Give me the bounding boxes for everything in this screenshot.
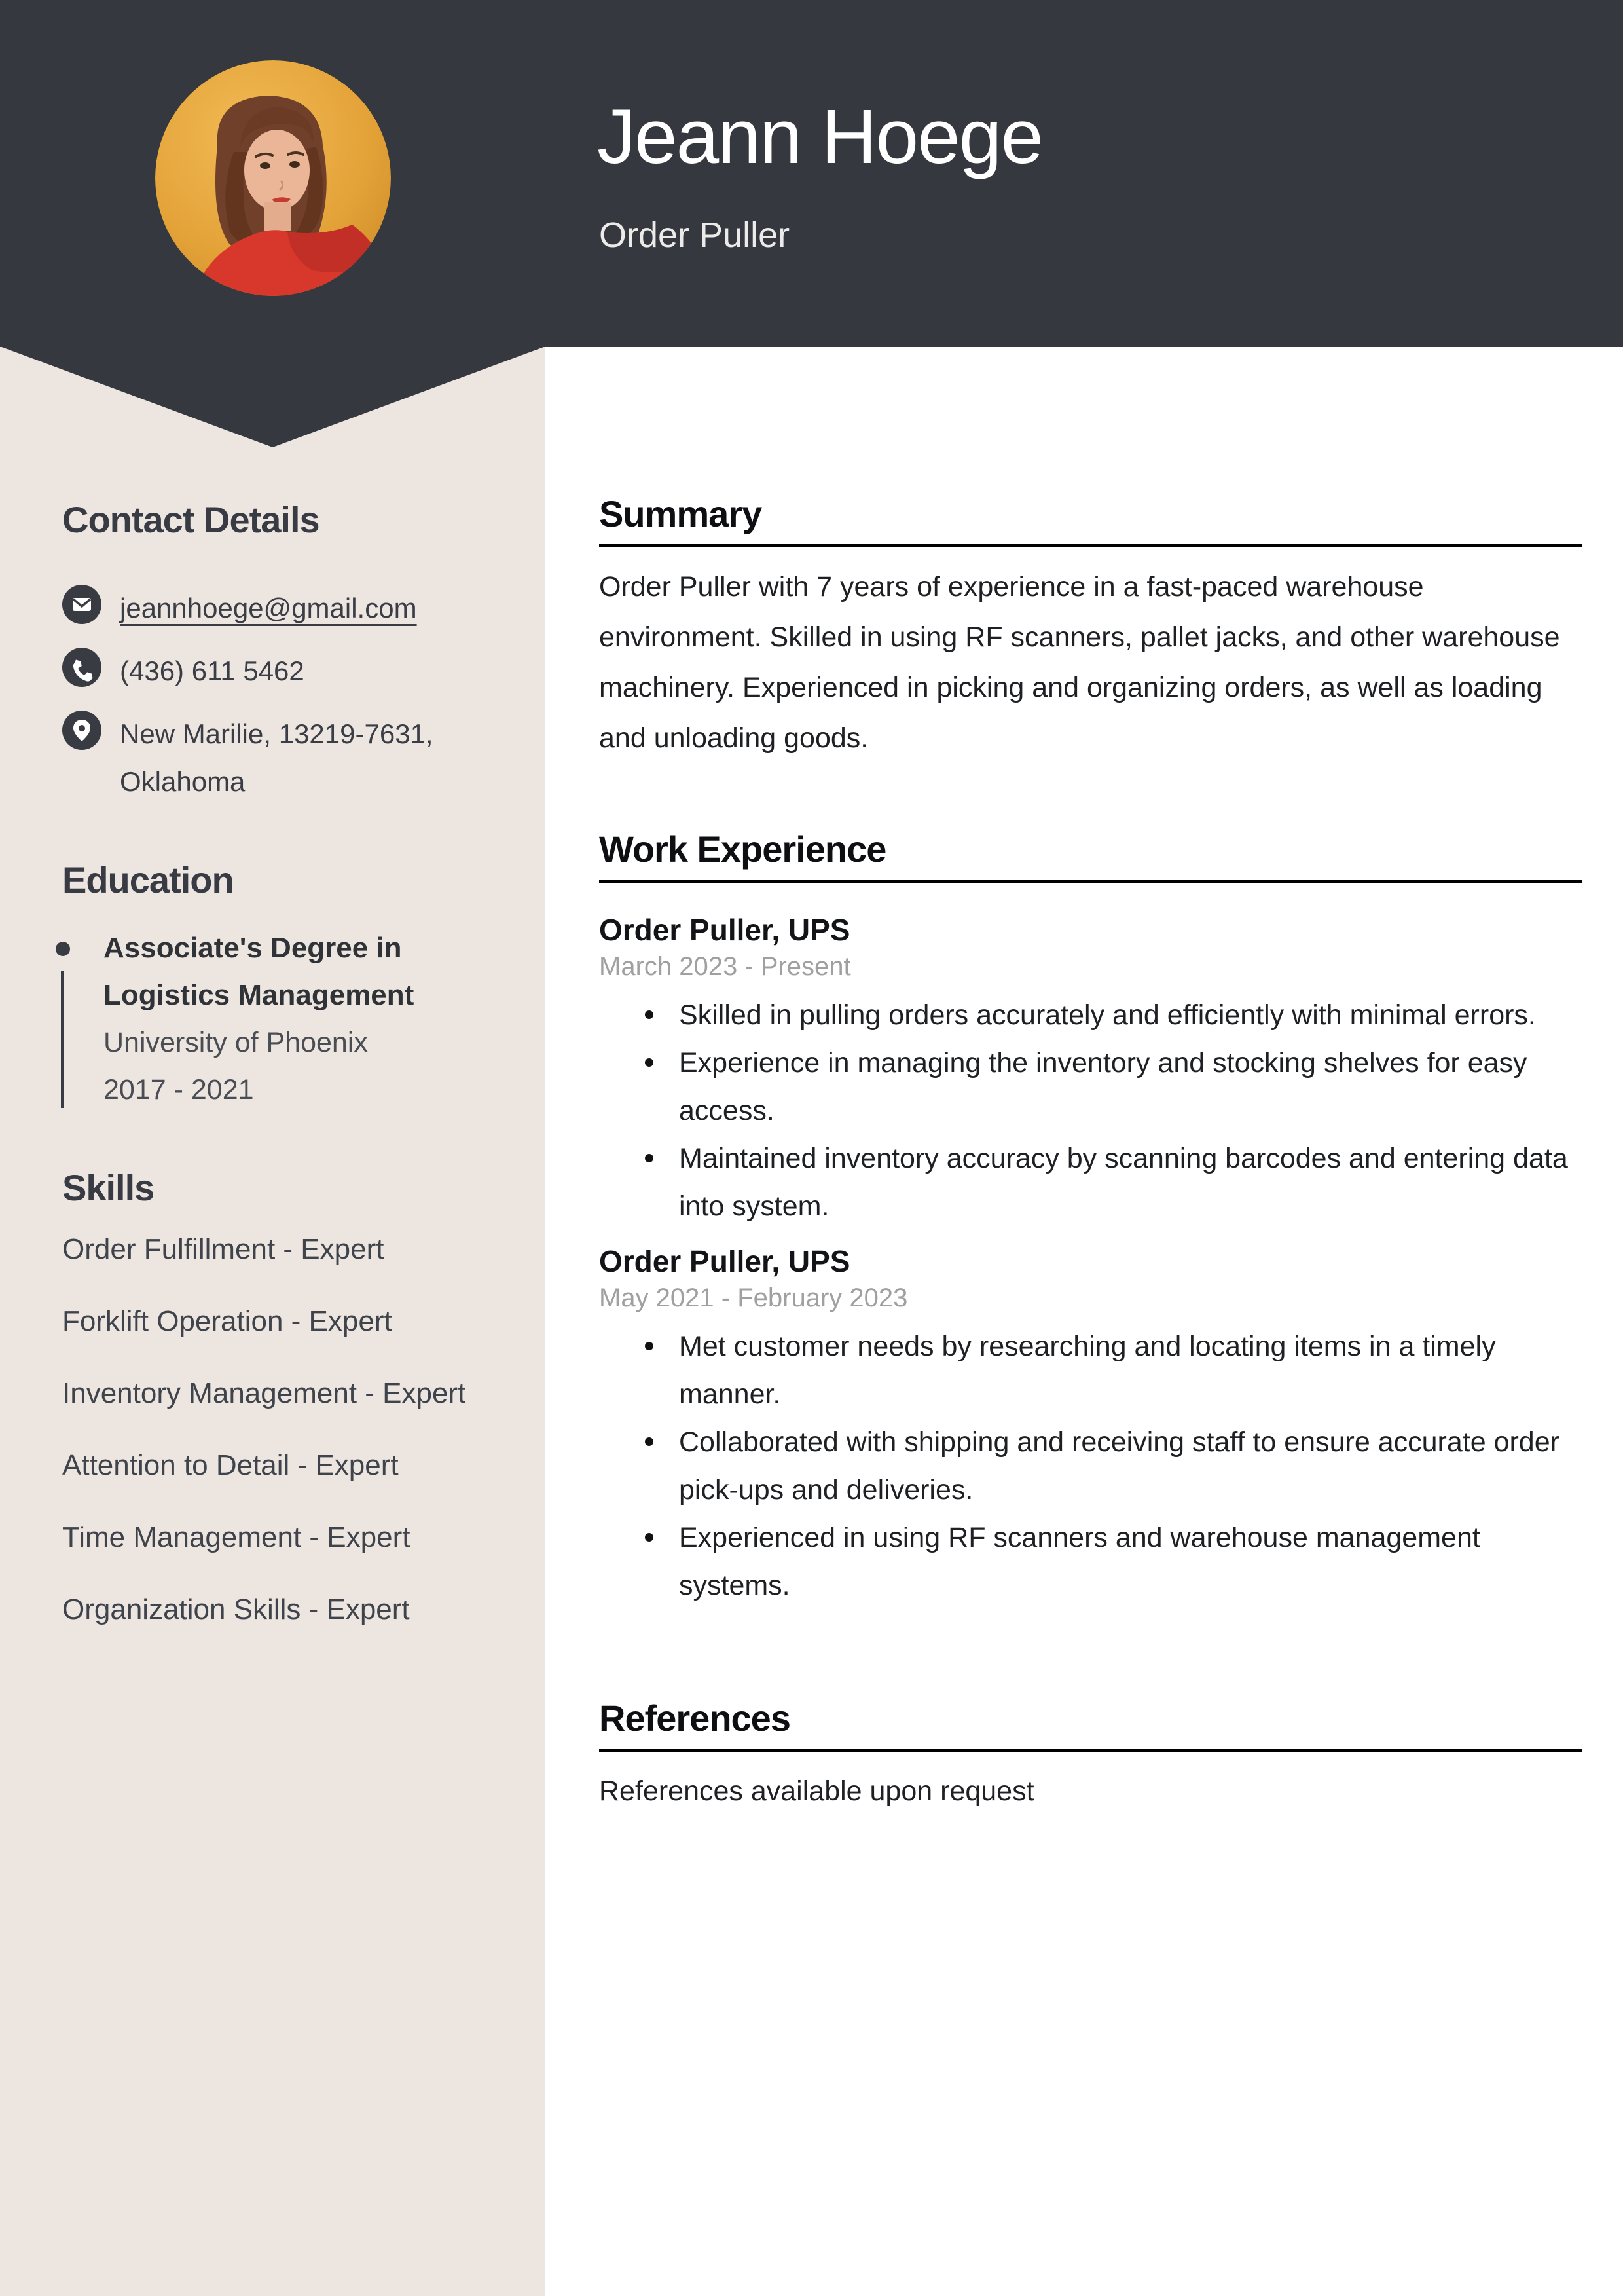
skill-item: Inventory Management - Expert — [62, 1377, 466, 1409]
education-school: University of Phoenix — [103, 1027, 368, 1058]
skill-item: Attention to Detail - Expert — [62, 1449, 399, 1481]
summary-section — [599, 493, 1582, 764]
job-bullet: Experienced in using RF scanners and warehouse management systems. — [599, 1514, 1582, 1610]
education-dates: 2017 - 2021 — [103, 1074, 254, 1105]
skill-item: Organization Skills - Expert — [62, 1593, 410, 1625]
work-experience-heading: Work Experience — [599, 828, 886, 870]
job-bullet-list — [599, 991, 1582, 1231]
education-timeline-dot — [56, 942, 70, 956]
contact-list — [62, 585, 494, 821]
email-link[interactable]: jeannhoege@gmail.com — [120, 593, 417, 623]
contact-details-heading: Contact Details — [62, 499, 319, 540]
education-timeline-line — [61, 971, 64, 1108]
references-text: References available upon request — [599, 1775, 1034, 1807]
job-bullet: Met customer needs by researching and locating items in a timely manner. — [599, 1323, 1582, 1418]
email-icon — [62, 585, 101, 624]
references-heading: References — [599, 1697, 790, 1739]
person-name: Jeann Hoege — [597, 94, 1043, 180]
skill-item: Time Management - Expert — [62, 1521, 410, 1553]
summary-text: Order Puller with 7 years of experience in a fast-paced warehouse environment. Skilled in using RF scanners, pallet jacks, and other warehouse machinery. Experienced in picking and organizing orders, as well as loading and unloading goods. — [599, 571, 1560, 754]
education-degree: Associate's Degree in Logistics Management — [103, 932, 414, 1011]
person-job-title: Order Puller — [599, 215, 790, 255]
summary-heading: Summary — [599, 493, 762, 534]
references-section — [599, 1697, 1582, 1807]
contact-row-email — [62, 585, 494, 632]
phone-icon — [62, 648, 101, 687]
skills-heading: Skills — [62, 1167, 155, 1208]
job-title: Order Puller, UPS — [599, 913, 850, 947]
education-entry — [103, 925, 483, 1113]
job-bullet: Skilled in pulling orders accurately and efficiently with minimal errors. — [599, 991, 1582, 1039]
job-bullet-list — [599, 1323, 1582, 1610]
work-experience-rule — [599, 880, 1582, 883]
skill-item: Forklift Operation - Expert — [62, 1305, 392, 1337]
profile-photo — [155, 60, 391, 296]
job-bullet: Collaborated with shipping and receiving staff to ensure accurate order pick-ups and deliveries. — [599, 1418, 1582, 1514]
location-icon — [62, 711, 101, 750]
work-experience-section — [599, 828, 1582, 1610]
job-dates: May 2021 - February 2023 — [599, 1284, 908, 1313]
skills-list — [62, 1227, 481, 1659]
contact-row-location — [62, 711, 494, 805]
education-heading: Education — [62, 859, 234, 900]
job-entry-2 — [599, 1244, 1582, 1610]
phone-number: (436) 611 5462 — [120, 656, 304, 687]
profile-photo-illustration — [155, 60, 391, 296]
job-title: Order Puller, UPS — [599, 1244, 850, 1279]
skill-item: Order Fulfillment - Expert — [62, 1233, 384, 1265]
summary-rule — [599, 544, 1582, 547]
contact-row-phone — [62, 648, 494, 695]
job-bullet: Maintained inventory accuracy by scanning barcodes and entering data into system. — [599, 1135, 1582, 1231]
job-entry-1 — [599, 912, 1582, 1231]
references-rule — [599, 1749, 1582, 1752]
location-text: New Marilie, 13219-7631, Oklahoma — [120, 718, 433, 797]
job-bullet: Experience in managing the inventory and stocking shelves for easy access. — [599, 1039, 1582, 1135]
job-dates: March 2023 - Present — [599, 952, 851, 982]
